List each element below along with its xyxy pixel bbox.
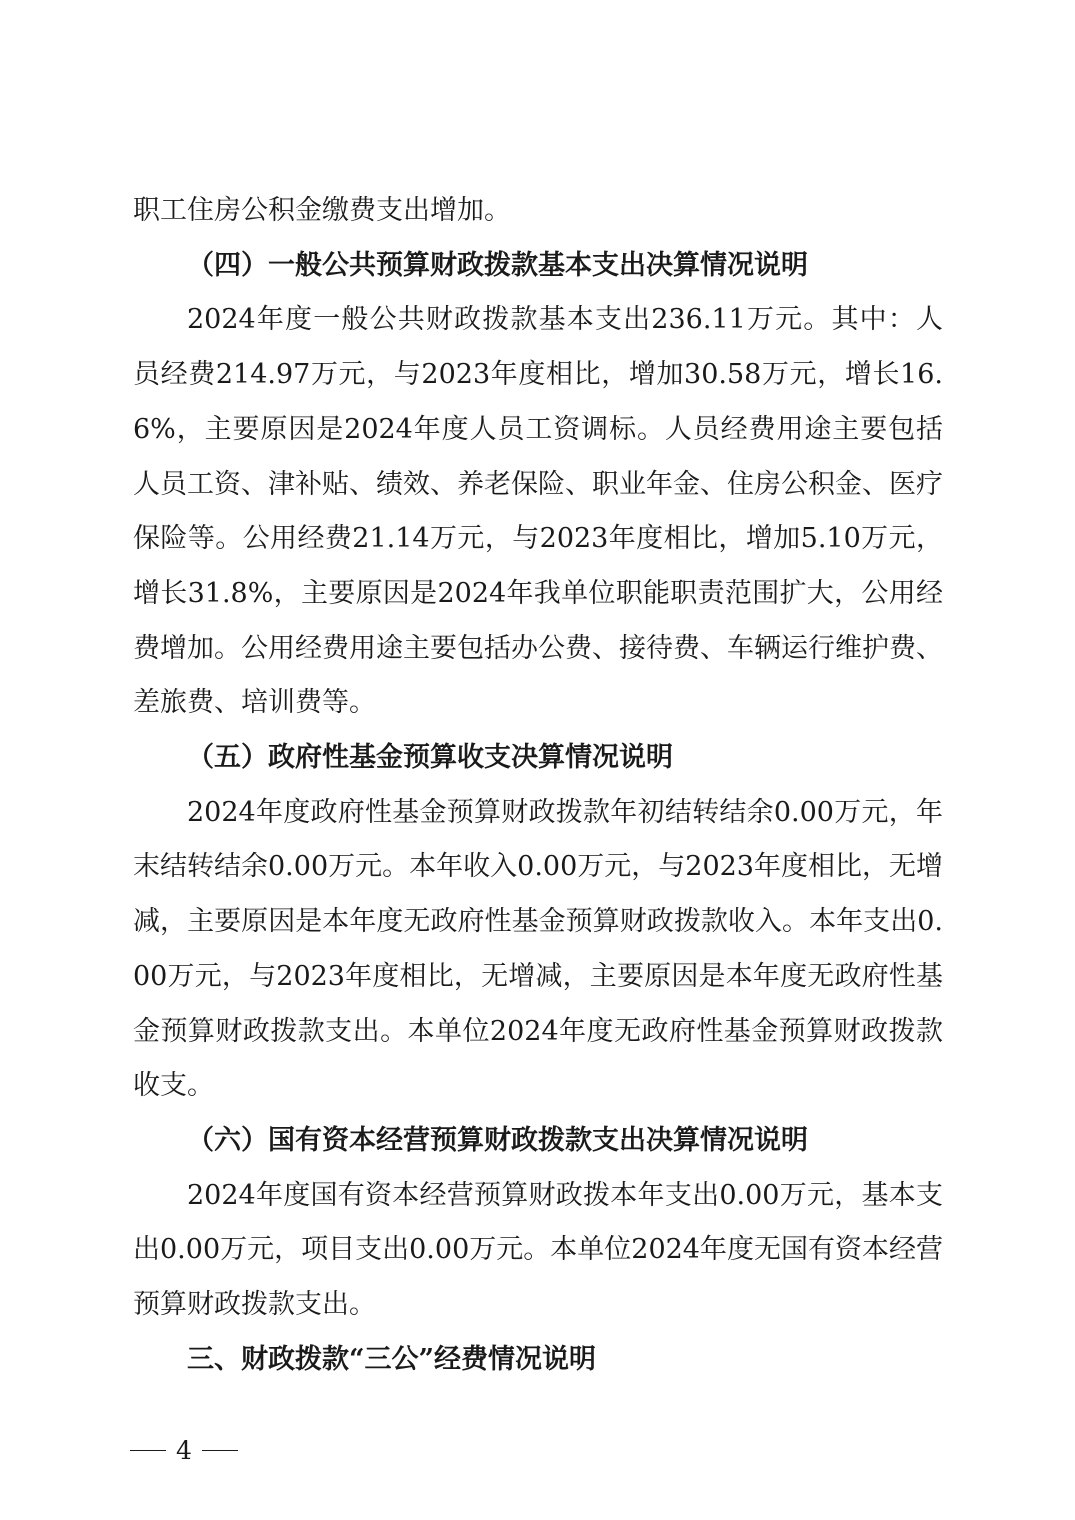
section6-heading: （六）国有资本经营预算财政拨款支出决算情况说明 [187,1124,808,1156]
page-footer [130,1436,238,1465]
section5-heading: （五）政府性基金预算收支决算情况说明 [187,742,673,774]
section6-body: 2024年度国有资本经营预算财政拨本年支出0.00万元，基本支出0.00万元，项目支出0.00万元。本单位2024年度无国有资本经营预算财政拨款支出。 [133,1179,943,1321]
continuation-paragraph: 职工住房公积金缴费支出增加。 [133,195,511,226]
section5-body: 2024年度政府性基金预算财政拨款年初结转结余0.00万元，年末结转结余0.00万元。本年收入0.00万元，与2023年度相比，无增减，主要原因是本年度无政府性基金预算财政拨款收入。本年支出0.00万元，与2023年度相比，无增减，主要原因是本年度无政府性基金预算财政拨款支出。本单位2024年度无政府性基金预算财政拨款收支。 [133,796,943,1102]
page-number: 4 [176,1436,192,1465]
footer-dash-left [130,1450,166,1452]
section4-heading: （四）一般公共预算财政拨款基本支出决算情况说明 [187,249,808,281]
section-three-heading: 三、财政拨款“三公”经费情况说明 [187,1343,597,1375]
document-body [133,184,943,1387]
footer-dash-right [202,1450,238,1452]
section4-body: 2024年度一般公共财政拨款基本支出236.11万元。其中：人员经费214.97万元，与2023年度相比，增加30.58万元，增长16.6%，主要原因是2024年度人员工资调标。人员经费用途主要包括人员工资、津补贴、绩效、养老保险、职业年金、住房公积金、医疗保险等。公用经费21.14万元，与2023年度相比，增加5.10万元，增长31.8%，主要原因是2024年我单位职能职责范围扩大，公用经费增加。公用经费用途主要包括办公费、接待费、车辆运行维护费、差旅费、培训费等。 [133,304,943,719]
